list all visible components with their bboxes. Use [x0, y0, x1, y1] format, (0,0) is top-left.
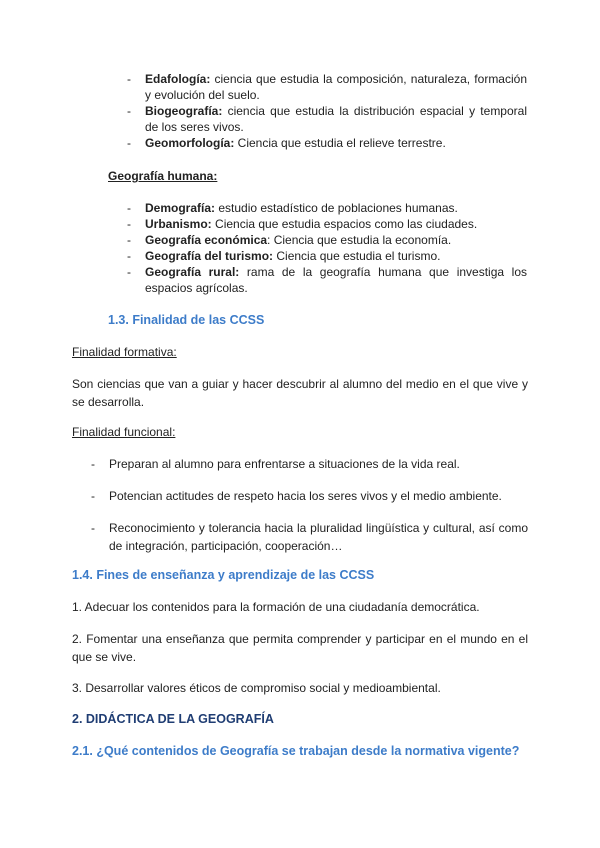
dash-bullet: -: [127, 201, 131, 215]
functional-list: [91, 487, 528, 505]
list-text: Reconocimiento y tolerancia hacia la pluralidad lingüística y cultural, así como de integración, participación, cooperación…: [109, 521, 528, 553]
list-text: rama de la geografía humana que investiga los espacios agrícolas.: [145, 265, 528, 295]
list-term: Urbanismo:: [145, 217, 212, 231]
list-text: estudio estadístico de poblaciones humanas.: [215, 201, 458, 215]
section-2-1-title: 2.1. ¿Qué contenidos de Geografía se trabajan desde la normativa vigente?: [72, 744, 520, 758]
list-term: Geografía económica: [145, 233, 268, 247]
list-text: Ciencia que estudia espacios como las ciudades.: [211, 217, 478, 231]
list-item: [127, 216, 527, 232]
physical-geography-list: [127, 71, 527, 151]
list-text: Potencian actitudes de respeto hacia los seres vivos y el medio ambiente.: [109, 489, 502, 503]
dash-bullet: -: [127, 249, 131, 263]
dash-bullet: -: [91, 457, 95, 471]
list-text: Preparan al alumno para enfrentarse a situaciones de la vida real.: [109, 457, 460, 471]
aim-item: 1. Adecuar los contenidos para la formación de una ciudadanía democrática.: [72, 600, 480, 614]
list-text: : Ciencia que estudia la economía.: [267, 233, 452, 247]
dash-bullet: -: [127, 72, 131, 86]
formative-label: Finalidad formativa:: [72, 345, 177, 359]
functional-list: [91, 455, 528, 473]
list-item: [91, 487, 528, 505]
list-term: Biogeografía:: [145, 104, 223, 118]
dash-bullet: -: [127, 233, 131, 247]
list-item: [127, 135, 527, 151]
dash-bullet: -: [127, 217, 131, 231]
list-item: [127, 200, 527, 216]
list-item: [91, 519, 528, 555]
list-item: [127, 264, 528, 296]
dash-bullet: -: [127, 265, 131, 279]
section-2-title: 2. DIDÁCTICA DE LA GEOGRAFÍA: [72, 712, 274, 726]
list-text: ciencia que estudia la composición, naturaleza, formación y evolución del suelo.: [145, 72, 527, 102]
aim-item: 3. Desarrollar valores éticos de compromiso social y medioambiental.: [72, 681, 441, 695]
dash-bullet: -: [91, 521, 95, 535]
dash-bullet: -: [127, 104, 131, 118]
list-term: Geografía del turismo:: [145, 249, 274, 263]
list-item: [127, 232, 527, 248]
formative-text: Son ciencias que van a guiar y hacer descubrir al alumno del medio en el que vive y se desarrolla.: [72, 377, 528, 409]
list-term: Geografía rural:: [145, 265, 240, 279]
dash-bullet: -: [91, 489, 95, 503]
list-term: Geomorfología:: [145, 136, 235, 150]
aim-item: 2. Fomentar una enseñanza que permita comprender y participar en el mundo en el que se vive.: [72, 632, 528, 664]
human-geography-title: Geografía humana:: [108, 169, 218, 183]
list-item: [91, 455, 528, 473]
section-1-3-title: 1.3. Finalidad de las CCSS: [108, 313, 265, 327]
list-text: Ciencia que estudia el turismo.: [273, 249, 441, 263]
list-text: Ciencia que estudia el relieve terrestre.: [234, 136, 446, 150]
list-item: [127, 71, 527, 103]
functional-label: Finalidad funcional:: [72, 425, 176, 439]
dash-bullet: -: [127, 136, 131, 150]
list-item: [127, 248, 527, 264]
section-1-4-title: 1.4. Fines de enseñanza y aprendizaje de las CCSS: [72, 568, 375, 582]
list-term: Demografía:: [145, 201, 216, 215]
list-text: ciencia que estudia la distribución espacial y temporal de los seres vivos.: [145, 104, 527, 134]
list-item: [127, 103, 527, 135]
functional-list: [91, 519, 528, 555]
list-term: Edafología:: [145, 72, 211, 86]
human-geography-list: [127, 200, 528, 296]
